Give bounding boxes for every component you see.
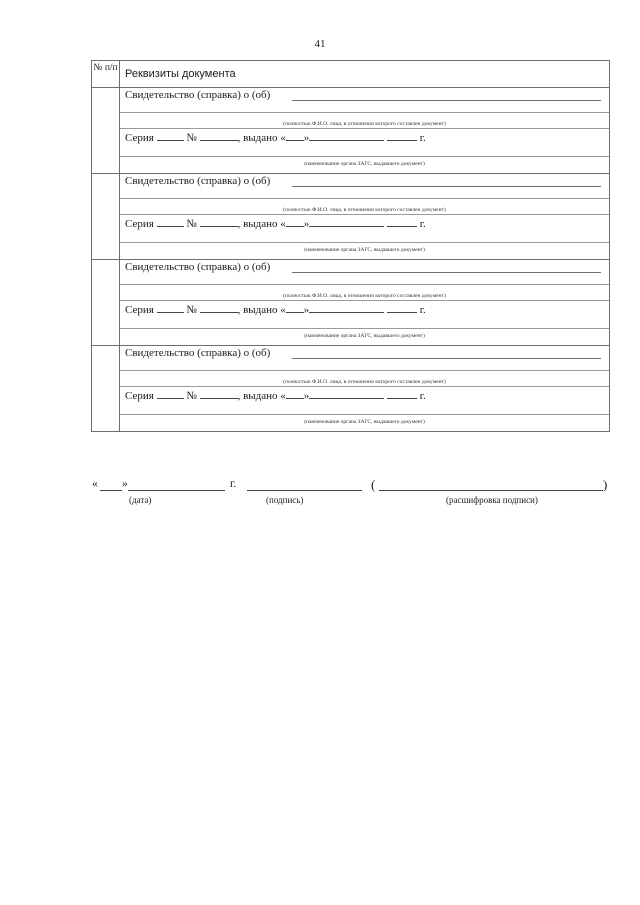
zags-caption: (наименование органа ЗАГС, выдавшего документ) (304, 419, 425, 425)
separator (120, 214, 609, 215)
zags-caption: (наименование органа ЗАГС, выдавшего документ) (304, 161, 425, 167)
number-field[interactable] (200, 131, 238, 141)
issued-label: , выдано « (237, 218, 286, 230)
date-quote-open: « (92, 478, 98, 490)
separator (120, 284, 609, 285)
table-row (92, 346, 610, 432)
issue-day-field[interactable] (286, 131, 304, 141)
quote-close: » (303, 132, 310, 144)
number-field[interactable] (200, 389, 238, 399)
year-label: г. (419, 390, 426, 402)
signature-field[interactable] (247, 478, 362, 491)
issue-month-field[interactable] (309, 217, 384, 227)
number-field[interactable] (200, 303, 238, 313)
table-row (92, 260, 610, 346)
document-details-table (91, 60, 610, 432)
table-header-row (92, 61, 610, 88)
separator (120, 156, 609, 157)
fio-caption: (полностью Ф.И.О. лица, в отношении которого составлен документ) (283, 121, 446, 127)
series-label: Серия (125, 304, 154, 316)
separator (120, 386, 609, 387)
issued-label: , выдано « (237, 132, 286, 144)
issue-day-field[interactable] (286, 389, 304, 399)
fio-caption: (полностью Ф.И.О. лица, в отношении которого составлен документ) (283, 379, 446, 385)
certificate-label: Свидетельство (справка) о (об) (125, 261, 271, 273)
issued-label: , выдано « (237, 304, 286, 316)
issue-year-field[interactable] (387, 389, 417, 399)
header-title: Реквизиты документа (125, 68, 236, 80)
number-label: № (186, 390, 197, 402)
series-field[interactable] (157, 389, 184, 399)
paren-open: ( (371, 477, 376, 492)
issue-year-field[interactable] (387, 303, 417, 313)
row-number-cell (92, 174, 120, 260)
series-line (125, 303, 426, 316)
date-month-field[interactable] (128, 478, 225, 491)
separator (120, 128, 609, 129)
fio-field[interactable] (292, 100, 601, 101)
fio-caption: (полностью Ф.И.О. лица, в отношении которого составлен документ) (283, 293, 446, 299)
date-day-field[interactable] (100, 478, 122, 491)
certificate-entry (120, 346, 609, 431)
series-label: Серия (125, 390, 154, 402)
certificate-label: Свидетельство (справка) о (об) (125, 89, 271, 101)
year-label: г. (419, 218, 426, 230)
page-number: 41 (314, 38, 326, 50)
number-field[interactable] (200, 217, 238, 227)
separator (120, 300, 609, 301)
issue-year-field[interactable] (387, 217, 417, 227)
certificate-entry (120, 88, 609, 173)
certificate-label: Свидетельство (справка) о (об) (125, 175, 271, 187)
separator (120, 198, 609, 199)
separator (120, 414, 609, 415)
paren-close: ) (603, 477, 608, 492)
certificate-entry (120, 174, 609, 259)
row-number-cell (92, 88, 120, 174)
year-label: г. (419, 132, 426, 144)
series-label: Серия (125, 218, 154, 230)
series-line (125, 217, 426, 230)
quote-close: » (303, 390, 310, 402)
zags-caption: (наименование органа ЗАГС, выдавшего документ) (304, 333, 425, 339)
issue-day-field[interactable] (286, 217, 304, 227)
series-field[interactable] (157, 131, 184, 141)
series-label: Серия (125, 132, 154, 144)
quote-close: » (303, 218, 310, 230)
separator (120, 328, 609, 329)
series-line (125, 389, 426, 402)
signature-decoding-field[interactable] (379, 478, 603, 491)
separator (120, 112, 609, 113)
fio-field[interactable] (292, 272, 601, 273)
issued-label: , выдано « (237, 390, 286, 402)
zags-caption: (наименование органа ЗАГС, выдавшего документ) (304, 247, 425, 253)
quote-close: » (303, 304, 310, 316)
issue-month-field[interactable] (309, 131, 384, 141)
issue-day-field[interactable] (286, 303, 304, 313)
fio-field[interactable] (292, 186, 601, 187)
date-quote-close: » (122, 478, 128, 490)
table-row (92, 174, 610, 260)
table-row (92, 88, 610, 174)
decoding-caption: (расшифровка подписи) (446, 495, 538, 505)
row-number-cell (92, 260, 120, 346)
signature-block (92, 478, 612, 518)
fio-field[interactable] (292, 358, 601, 359)
separator (120, 242, 609, 243)
series-field[interactable] (157, 217, 184, 227)
number-label: № (186, 218, 197, 230)
issue-month-field[interactable] (309, 303, 384, 313)
series-line (125, 131, 426, 144)
series-field[interactable] (157, 303, 184, 313)
year-label: г. (230, 478, 237, 490)
row-number-cell (92, 346, 120, 432)
year-label: г. (419, 304, 426, 316)
issue-year-field[interactable] (387, 131, 417, 141)
certificate-entry (120, 260, 609, 345)
issue-month-field[interactable] (309, 389, 384, 399)
header-number: № п/п (93, 63, 118, 73)
fio-caption: (полностью Ф.И.О. лица, в отношении которого составлен документ) (283, 207, 446, 213)
certificate-label: Свидетельство (справка) о (об) (125, 347, 271, 359)
separator (120, 370, 609, 371)
number-label: № (186, 304, 197, 316)
number-label: № (186, 132, 197, 144)
date-caption: (дата) (129, 495, 152, 505)
signature-caption: (подпись) (266, 495, 304, 505)
